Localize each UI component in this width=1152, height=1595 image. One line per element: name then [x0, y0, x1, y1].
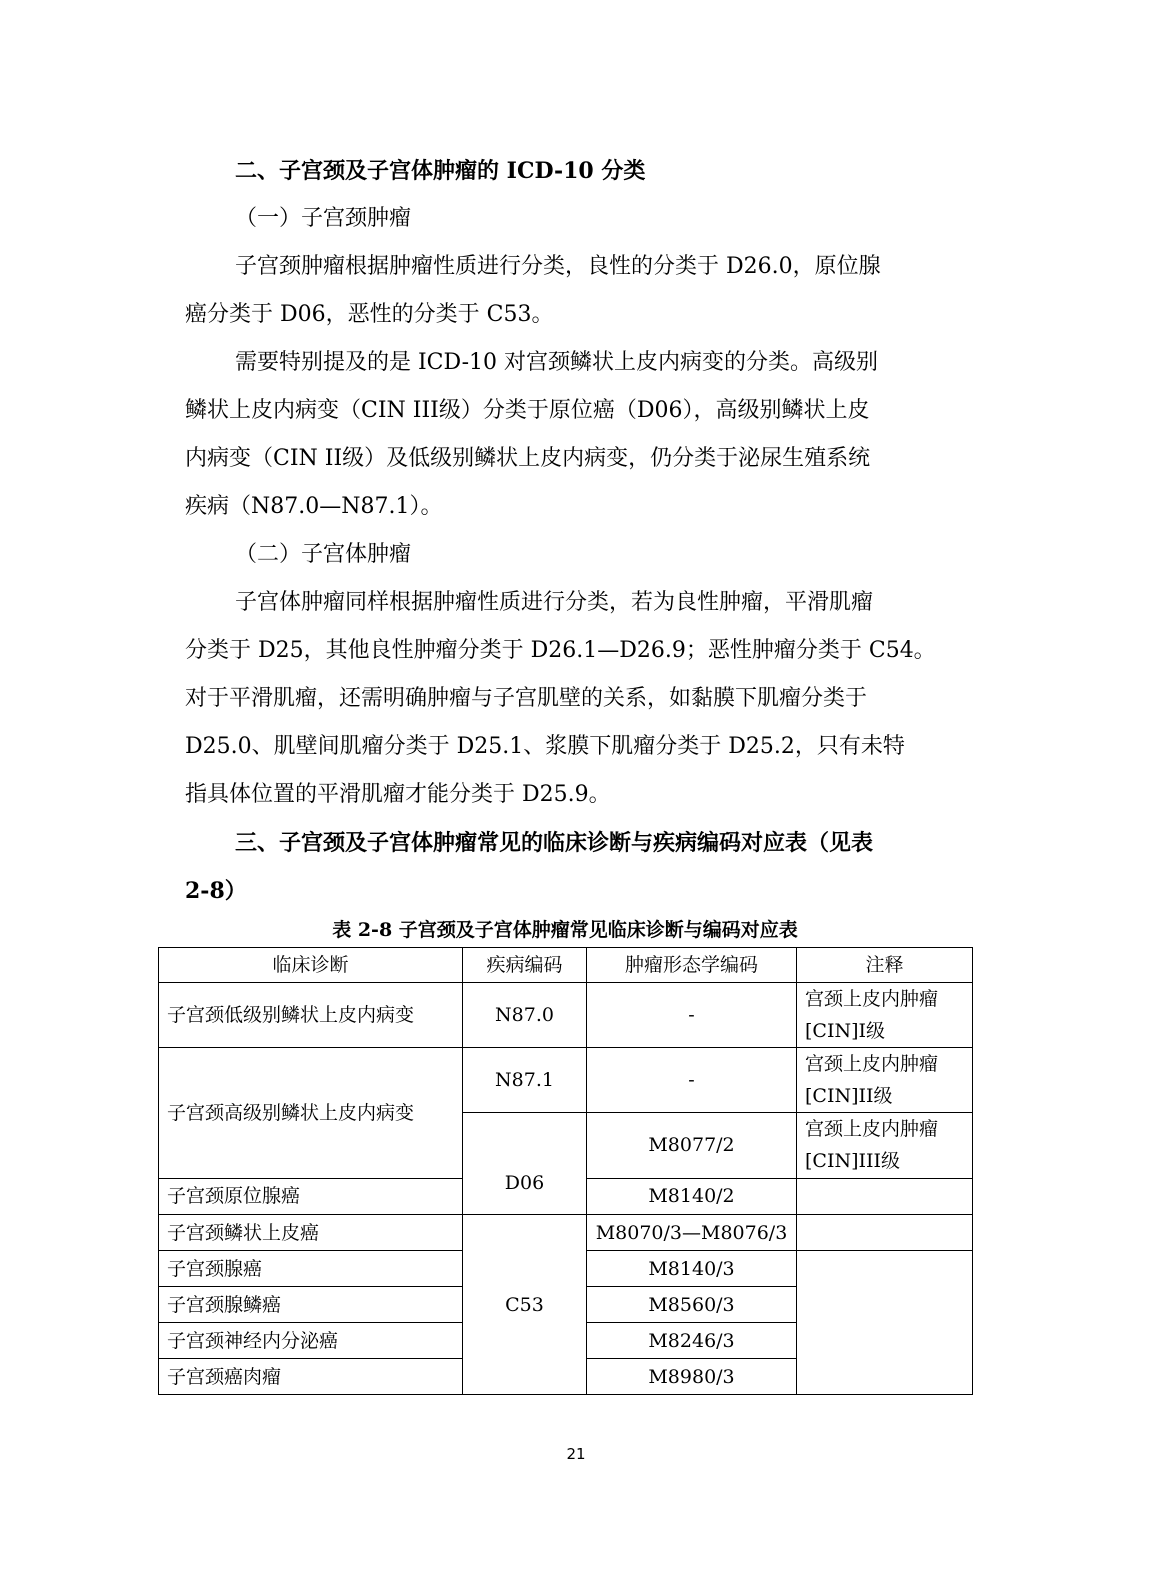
cell-morphology: M8077/2: [587, 1113, 797, 1179]
cell-morphology: M8140/3: [587, 1251, 797, 1287]
cell-morphology: M8980/3: [587, 1359, 797, 1395]
section-heading-2: 二、子宫颈及子宫体肿瘤的 ICD-10 分类: [235, 158, 646, 184]
para3-line1: 子宫体肿瘤同样根据肿瘤性质进行分类，若为良性肿瘤，平滑肌瘤: [235, 590, 874, 615]
cell-morphology: M8560/3: [587, 1287, 797, 1323]
note-line: 宫颈上皮内肿瘤: [805, 1053, 939, 1075]
note-line: [CIN]II级: [805, 1085, 893, 1107]
cell-code: N87.1: [463, 1048, 587, 1113]
diagnosis-code-table: [158, 947, 973, 1395]
cell-diagnosis: 子宫颈鳞状上皮癌: [159, 1215, 463, 1251]
table-row: [159, 1048, 973, 1113]
header-notes: 注释: [797, 948, 973, 983]
cell-code: D06: [463, 1113, 587, 1215]
note-line: 宫颈上皮内肿瘤: [805, 988, 939, 1010]
para3-line3: 对于平滑肌瘤，还需明确肿瘤与子宫肌壁的关系，如黏膜下肌瘤分类于: [185, 686, 868, 711]
cell-note: [797, 1048, 973, 1113]
subsection-cervix: （一）子宫颈肿瘤: [235, 206, 412, 231]
page-number: 21: [566, 1445, 586, 1463]
para3-line5: 指具体位置的平滑肌瘤才能分类于 D25.9。: [185, 782, 611, 807]
cell-diagnosis: 子宫颈高级别鳞状上皮内病变: [159, 1048, 463, 1179]
para2-line4: 疾病（N87.0—N87.1）。: [185, 494, 443, 519]
table-caption: 表 2-8 子宫颈及子宫体肿瘤常见临床诊断与编码对应表: [332, 919, 798, 941]
note-line: [CIN]III级: [805, 1150, 901, 1173]
cell-diagnosis: 子宫颈腺鳞癌: [159, 1287, 463, 1323]
para2-line3: 内病变（CIN II级）及低级别鳞状上皮内病变，仍分类于泌尿生殖系统: [185, 446, 871, 471]
para2-line2: 鳞状上皮内病变（CIN III级）分类于原位癌（D06），高级别鳞状上皮: [185, 398, 870, 423]
subsection-uterus: （二）子宫体肿瘤: [235, 542, 412, 567]
section-heading-3-line2: 2-8）: [185, 878, 247, 904]
para2-line1: 需要特别提及的是 ICD-10 对宫颈鳞状上皮内病变的分类。高级别: [235, 350, 878, 375]
header-morphology-code: 肿瘤形态学编码: [587, 948, 797, 983]
cell-note: [797, 1178, 973, 1214]
para1-line2: 癌分类于 D06，恶性的分类于 C53。: [185, 302, 554, 327]
para1-line1: 子宫颈肿瘤根据肿瘤性质进行分类，良性的分类于 D26.0，原位腺: [235, 254, 881, 279]
cell-code: N87.0: [463, 983, 587, 1048]
cell-diagnosis: 子宫颈腺癌: [159, 1251, 463, 1287]
cell-morphology: M8246/3: [587, 1323, 797, 1359]
cell-diagnosis: 子宫颈神经内分泌癌: [159, 1323, 463, 1359]
cell-morphology: -: [587, 983, 797, 1048]
table-row: [159, 1215, 973, 1251]
cell-morphology: M8070/3—M8076/3: [587, 1215, 797, 1251]
cell-morphology: -: [587, 1048, 797, 1113]
note-line: [CIN]I级: [805, 1020, 885, 1042]
header-clinical-diagnosis: 临床诊断: [159, 948, 463, 983]
cell-note: [797, 983, 973, 1048]
cell-diagnosis: 子宫颈原位腺癌: [159, 1178, 463, 1214]
cell-morphology: M8140/2: [587, 1178, 797, 1214]
cell-note-empty: [797, 1251, 973, 1395]
table-row: [159, 983, 973, 1048]
header-disease-code: 疾病编码: [463, 948, 587, 983]
note-line: 宫颈上皮内肿瘤: [805, 1118, 939, 1141]
cell-diagnosis: 子宫颈低级别鳞状上皮内病变: [159, 983, 463, 1048]
cell-note: [797, 1215, 973, 1251]
cell-diagnosis: 子宫颈癌肉瘤: [159, 1359, 463, 1395]
cell-code: C53: [463, 1215, 587, 1395]
para3-line2: 分类于 D25，其他良性肿瘤分类于 D26.1—D26.9；恶性肿瘤分类于 C54。: [185, 638, 936, 663]
section-heading-3-line1: 三、子宫颈及子宫体肿瘤常见的临床诊断与疾病编码对应表（见表: [235, 830, 874, 856]
para3-line4: D25.0、肌壁间肌瘤分类于 D25.1、浆膜下肌瘤分类于 D25.2，只有未特: [185, 734, 905, 759]
table-header-row: [159, 948, 973, 983]
cell-note: [797, 1113, 973, 1179]
